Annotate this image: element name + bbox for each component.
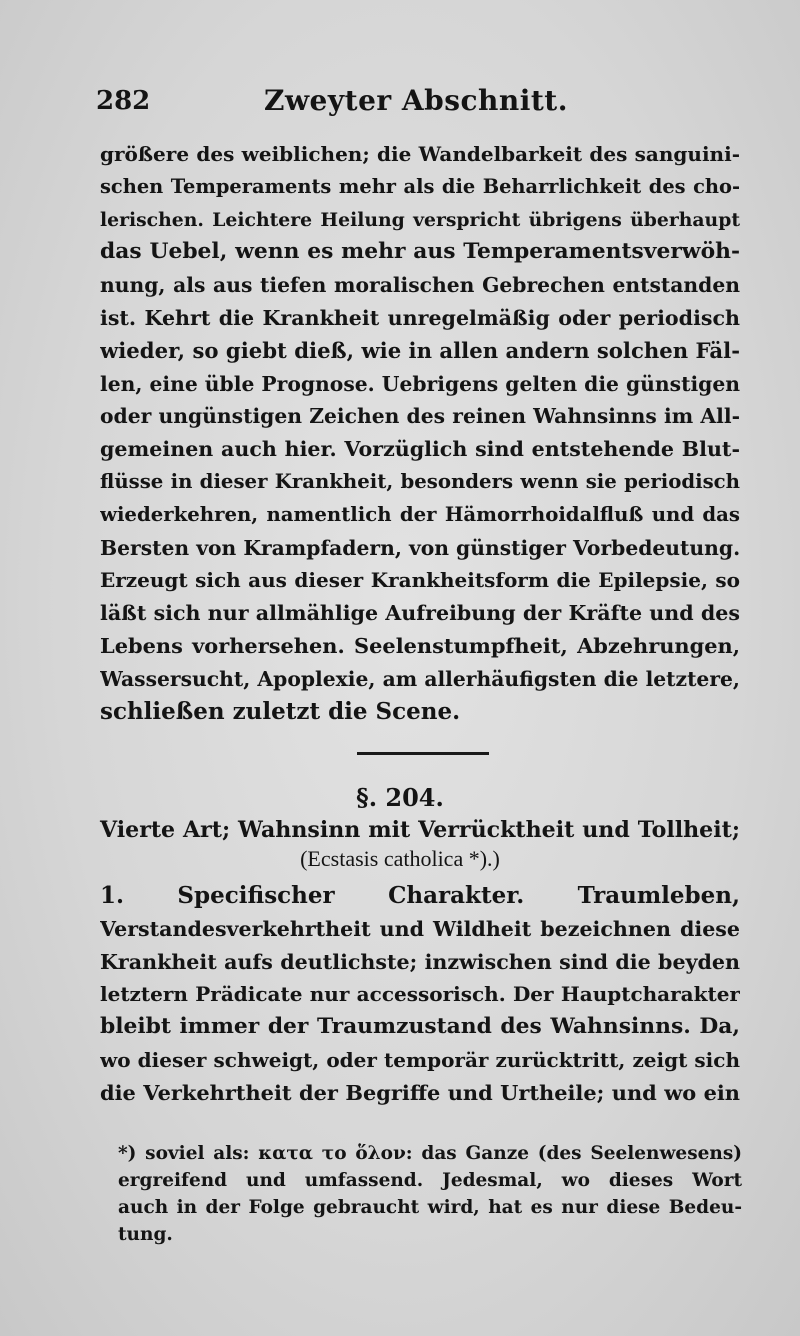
text-line: 1. Specifischer Charakter. Traumleben, <box>100 882 740 909</box>
text-line: gemeinen auch hier. Vorzüglich sind entstehende Blut- <box>100 437 740 462</box>
footnote-line: tung. <box>118 1224 173 1245</box>
text-line: flüsse in dieser Krankheit, besonders wenn sie periodisch <box>100 469 740 493</box>
text-line: letztern Prädicate nur accessorisch. Der Hauptcharakter <box>100 982 740 1007</box>
text-line: oder ungünstigen Zeichen des reinen Wahnsinns im All- <box>100 404 740 429</box>
text-line: wo dieser schweigt, oder temporär zurücktritt, zeigt sich <box>100 1047 740 1072</box>
text-line: ist. Kehrt die Krankheit unregelmäßig oder periodisch <box>100 305 740 330</box>
text-line: Lebens vorhersehen. Seelenstumpfheit, Abzehrungen, <box>100 632 740 658</box>
page-number: 282 <box>96 86 151 116</box>
text-line: bleibt immer der Traumzustand des Wahnsinns. Da, <box>100 1014 740 1040</box>
text-line: größere des weiblichen; die Wandelbarkeit des sanguini- <box>100 142 740 166</box>
text-line: läßt sich nur allmählige Aufreibung der Kräfte und des <box>100 601 740 626</box>
text-line: Verstandesverkehrtheit und Wildheit bezeichnen diese <box>100 916 740 941</box>
text-line: len, eine üble Prognose. Uebrigens gelten die günstigen <box>100 371 740 396</box>
text-line: schen Temperaments mehr als die Beharrlichkeit des cho- <box>100 174 740 198</box>
text-line: nung, als aus tiefen moralischen Gebrechen entstanden <box>100 273 740 298</box>
footnote-line: ergreifend und umfassend. Jedesmal, wo dieses Wort <box>118 1170 742 1191</box>
text-line: Erzeugt sich aus dieser Krankheitsform die Epilepsie, so <box>100 568 740 593</box>
text-line: wiederkehren, namentlich der Hämorrhoidalfluß und das <box>100 502 740 526</box>
text-line: lerischen. Leichtere Heilung verspricht übrigens überhaupt <box>100 208 740 231</box>
paragraph-specific-character <box>100 880 740 1110</box>
text-line: schließen zuletzt die Scene. <box>100 697 461 725</box>
section-title: Vierte Art; Wahnsinn mit Verrücktheit und Tollheit; <box>100 817 740 843</box>
text-line: das Uebel, wenn es mehr aus Temperamentsverwöh- <box>100 239 740 265</box>
text-line: wieder, so giebt dieß, wie in allen andern solchen Fäl- <box>100 337 740 363</box>
text-line: Bersten von Krampfadern, von günstiger Vorbedeutung. <box>100 535 740 560</box>
running-head: Zweyter Abschnitt. <box>264 84 568 117</box>
text-line: Wassersucht, Apoplexie, am allerhäufigsten die letztere, <box>100 666 740 691</box>
footnote <box>118 1140 742 1248</box>
section-divider <box>357 752 489 755</box>
footnote-line: *) soviel als: κατα το ὅλον: das Ganze (des Seelenwesens) <box>118 1143 742 1164</box>
page-header <box>96 80 736 124</box>
text-line: die Verkehrtheit der Begriffe und Urtheile; und wo ein <box>100 1079 740 1105</box>
section-number: §. 204. <box>356 783 444 812</box>
section-subtitle: (Ecstasis catholica *).) <box>300 846 500 871</box>
footnote-line: auch in der Folge gebraucht wird, hat es nur diese Bedeu- <box>118 1197 742 1218</box>
paragraph-continued <box>100 138 740 728</box>
text-line: Krankheit aufs deutlichste; inzwischen sind die beyden <box>100 949 740 974</box>
